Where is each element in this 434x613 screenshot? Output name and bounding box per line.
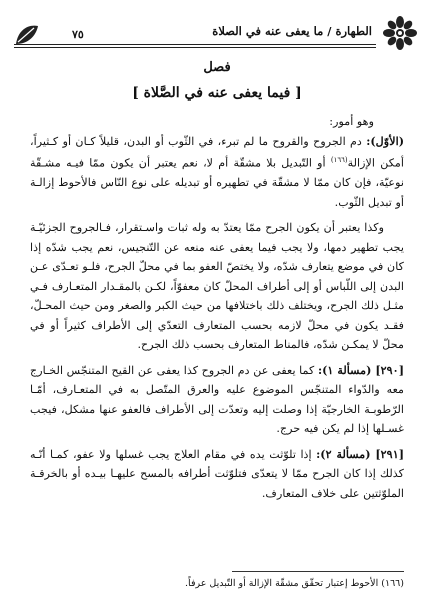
issue-291	[30, 445, 404, 504]
paragraph-text: إذا تلوّثت يده في مقام العلاج يجب غسلها ولا عفو، كمـا أنّـه كذلك إذا كان الجرح ممّا لا يتعدّى فتلوّثت أطرافه بالمسح عليهـا بيـده أو بالخرقـة الملوّثتين على خلاف المتعارف.	[30, 447, 404, 500]
section-subtitle: [ فيما يعفى عنه في الصَّلاة ]	[132, 85, 302, 101]
footnote-ref: (١٦٦)	[330, 156, 348, 164]
paragraph-text: كما يعفى عن دم الجروح كذا يعفى عن القيح المتنجّس الخـارج معه والدّواء المتنجّس الموضوع عليه والعرق المتّصل به في المتعـارف، أمّـا الرّطوبـة الخارجيّة إذا وصلت إليه وتعدّت إلى الأطراف فالعفو عنها مشكل، فيجب غسـلها إذا لم يكن فيه حرج.	[30, 363, 404, 436]
paragraph-first	[30, 132, 404, 213]
header-title: الطهارة / ما يعفى عنه في الصلاة	[212, 24, 372, 38]
item-label: (الأوّل):	[366, 133, 404, 148]
footnote-separator	[232, 571, 404, 572]
paragraph-second: وكذا يعتبر أن يكون الجرح ممّا يعتدّ به وله ثبات واسـتقرار، فـالجروح الجزئيّـة يجب تطهير دمها، ولا يجب فيما يعفى عنه منعه عن التّنجيس، نعم يجب شدّه إذا كان في موضع يتعارف شدّه، ولا يختصّ العفو بما في محلّ الجرح، فلـو تعـدّى عـن البدن إلى اللّباس أو إلى أطراف المحلّ كان معفوّاً، لكـن بالمقـدار المتعـارف فـي مثـل ذلك الجرح، ويختلف ذلك باختلافها من حيث الكبر والصغر ومن حيث المحـلّ، فقـد يكون في محلّ لازمه بحسب المتعارف التعدّي إلى الأطراف كثيراً أو في محلّ لا يمكـن شدّه، فالمناط المتعارف بحسب ذلك الجرح.	[30, 221, 404, 352]
footnote: (١٦٦) الأحوط إعتبار تحقّق مشقّة الإزالة أو التّبديل عرفاً.	[185, 578, 404, 589]
paragraph-text: دم الجروح والقروح ما لم تبرء، في الثّوب أو البدن، قليلاً كـان أو كـثيراً، أمكن الإزالة	[30, 134, 404, 170]
issue-label: [٢٩١] (مسألة ٢):	[316, 446, 404, 461]
section-heading: فصل	[203, 60, 231, 75]
issue-290	[30, 361, 404, 439]
header-rule	[14, 47, 376, 48]
main-text	[30, 112, 404, 503]
page-number: ٧٥	[72, 28, 84, 41]
flower-ornament-icon	[380, 14, 420, 52]
intro-line: وهو أمور:	[329, 115, 374, 128]
header-rule	[14, 44, 376, 45]
running-header	[14, 24, 420, 50]
leaf-ornament-icon	[14, 22, 40, 48]
issue-label: [٢٩٠] (مسألة ١):	[317, 362, 404, 377]
paragraph-text: أو التّبديل بلا مشقّة أم لا، نعم يعتبر أن يكون ممّا فيـه مشـقّة نوعيّة، فإن كان ممّا لا مشقّة في تطهيره أو تبديله على نوع النّاس فالأحوط إزالـة أو تبديل الثّوب.	[30, 156, 404, 209]
